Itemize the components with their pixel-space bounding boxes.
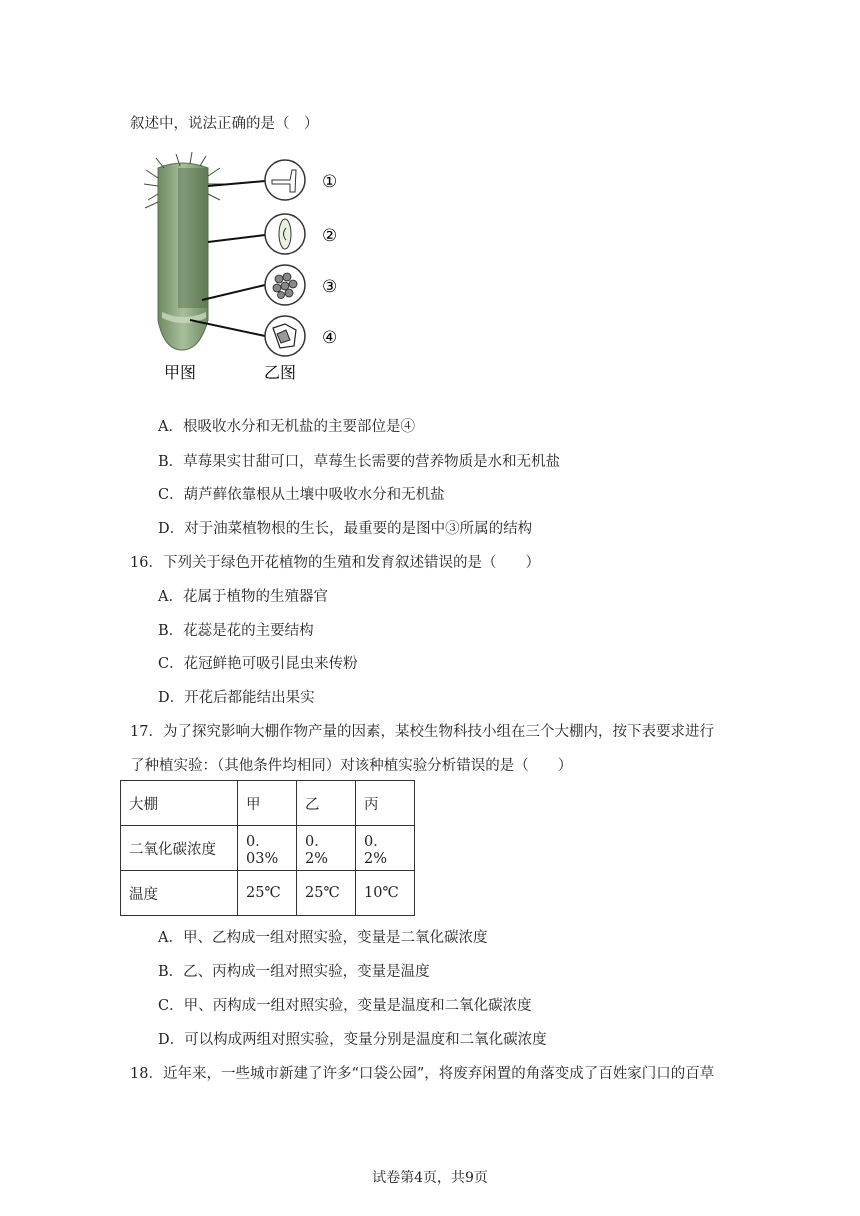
q17-option-d: D．可以构成两组对照实验，变量分别是温度和二氧化碳浓度 (158, 1032, 547, 1048)
q17-stem-line2: 了种植实验：（其他条件均相同）对该种植实验分析错误的是（ ） (130, 758, 573, 774)
q16-option-b: B．花蕊是花的主要结构 (158, 623, 314, 639)
root-tip-drawing (144, 152, 224, 350)
table-cell: 丙 (356, 781, 415, 826)
q15-option-d: D．对于油菜植物根的生长，最重要的是图中③所属的结构 (158, 521, 533, 537)
table-row (121, 871, 415, 916)
table-cell: 0．2% (356, 826, 415, 871)
table-cell: 0．2% (297, 826, 356, 871)
table-cell: 甲 (238, 781, 297, 826)
q17-table (120, 780, 415, 916)
q16-option-c: C．花冠鲜艳可吸引昆虫来传粉 (158, 656, 358, 672)
q16-stem: 16．下列关于绿色开花植物的生殖和发育叙述错误的是（ ） (130, 555, 540, 571)
question-stem-tail: 叙述中，说法正确的是（ ） (130, 116, 319, 132)
q15-option-a: A．根吸收水分和无机盐的主要部位是④ (158, 419, 415, 435)
cell-circle-1 (265, 160, 305, 200)
cell-circle-4 (265, 316, 305, 356)
q18-stem: 18．近年来，一些城市新建了许多“口袋公园”，将废弃闲置的角落变成了百姓家门口的百草 (130, 1066, 715, 1082)
table-cell: 二氧化碳浓度 (121, 826, 238, 871)
q17-option-b: B．乙、丙构成一组对照实验，变量是温度 (158, 964, 430, 980)
table-cell: 大棚 (121, 781, 238, 826)
label-jia-tu: 甲图 (164, 363, 197, 382)
q16-option-d: D．开花后都能结出果实 (158, 690, 315, 706)
table-cell: 乙 (297, 781, 356, 826)
table-cell: 0．03% (238, 826, 297, 871)
root-figure (140, 150, 360, 390)
label-yi-tu: 乙图 (264, 363, 297, 382)
table-row (121, 826, 415, 871)
cell-circle-3 (265, 265, 305, 305)
marker-4: ④ (322, 328, 338, 348)
q16-option-a: A．花属于植物的生殖器官 (158, 589, 328, 605)
cell-circle-2 (265, 214, 305, 254)
page-footer: 试卷第4页，共9页 (372, 1170, 488, 1186)
table-cell: 10℃ (356, 871, 415, 916)
q17-stem-line1: 17．为了探究影响大棚作物产量的因素，某校生物科技小组在三个大棚内，按下表要求进行 (130, 724, 714, 740)
table-cell: 25℃ (297, 871, 356, 916)
marker-3: ③ (322, 277, 338, 297)
table-row (121, 781, 415, 826)
q17-option-a: A．甲、乙构成一组对照实验，变量是二氧化碳浓度 (158, 930, 488, 946)
marker-1: ① (322, 172, 338, 192)
q15-option-b: B．草莓果实甘甜可口，草莓生长需要的营养物质是水和无机盐 (158, 454, 561, 470)
marker-2: ② (322, 226, 338, 246)
table-cell: 温度 (121, 871, 238, 916)
q17-option-c: C．甲、丙构成一组对照实验，变量是温度和二氧化碳浓度 (158, 998, 532, 1014)
q15-option-c: C．葫芦藓依靠根从土壤中吸收水分和无机盐 (158, 487, 445, 503)
table-cell: 25℃ (238, 871, 297, 916)
